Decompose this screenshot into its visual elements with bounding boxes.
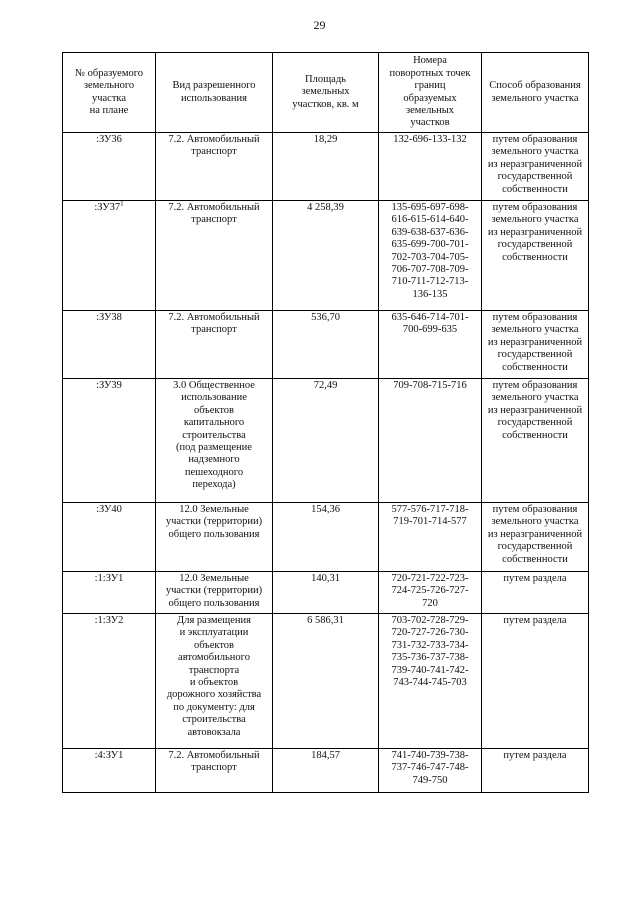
land-plots-table [62,52,589,793]
turning-points-cell: 635-646-714-701- 700-699-635 [379,311,482,379]
turning-points-cell: 703-702-728-729- 720-727-726-730- 731-732-733-734- 735-736-737-738- 739-740-741-742- 743-744-745-703 [379,614,482,749]
formation-method-cell: путем раздела [482,572,589,614]
header-formation-method: Способ образования земельного участка [482,53,589,133]
plot-number-cell: :4:ЗУ1 [63,749,156,793]
plot-number-cell: $:ЗУ37^1$ [63,201,156,311]
header-permitted-use: Вид разрешенного использования [156,53,273,133]
permitted-use-cell: Для размещения и эксплуатации объектов автомобильного транспорта и объектов дорожного хозяйства по документу: для строительства автовокзала [156,614,273,749]
permitted-use-cell: 12.0 Земельные участки (территории) общего пользования [156,503,273,572]
table-row [63,503,589,572]
table-row [63,201,589,311]
formation-method-cell: путем образования земельного участка из неразграниченной государственной собственности [482,201,589,311]
table-row [63,572,589,614]
area-cell: 18,29 [273,133,379,201]
permitted-use-cell: 7.2. Автомобильный транспорт [156,133,273,201]
plot-number-cell: :1:ЗУ1 [63,572,156,614]
formation-method-cell: путем раздела [482,749,589,793]
area-cell: 184,57 [273,749,379,793]
area-cell: 4 258,39 [273,201,379,311]
plot-number-cell: :ЗУ39 [63,379,156,503]
table-row [63,133,589,201]
formation-method-cell: путем образования земельного участка из неразграниченной государственной собственности [482,133,589,201]
area-cell: 6 586,31 [273,614,379,749]
permitted-use-cell: 12.0 Земельные участки (территории) общего пользования [156,572,273,614]
permitted-use-cell: 7.2. Автомобильный транспорт [156,749,273,793]
permitted-use-cell: 7.2. Автомобильный транспорт [156,201,273,311]
header-area: Площадь земельных участков, кв. м [273,53,379,133]
plot-number-cell: :ЗУ38 [63,311,156,379]
formation-method-cell: путем образования земельного участка из неразграниченной государственной собственности [482,311,589,379]
turning-points-cell: 132-696-133-132 [379,133,482,201]
area-cell: 140,31 [273,572,379,614]
table-header-row [63,53,589,133]
permitted-use-cell: 7.2. Автомобильный транспорт [156,311,273,379]
header-plot-number: № образуемого земельного участка на плане [63,53,156,133]
table-row [63,379,589,503]
page-number: 29 [313,18,326,32]
turning-points-cell: 577-576-717-718- 719-701-714-577 [379,503,482,572]
formation-method-cell: путем образования земельного участка из неразграниченной государственной собственности [482,503,589,572]
permitted-use-cell: 3.0 Общественное использование объектов капитального строительства (под размещение надземного пешеходного перехода) [156,379,273,503]
area-cell: 154,36 [273,503,379,572]
turning-points-cell: 741-740-739-738- 737-746-747-748- 749-750 [379,749,482,793]
header-turning-points: Номера поворотных точек границ образуемых земельных участков [379,53,482,133]
formation-method-cell: путем раздела [482,614,589,749]
plot-number-cell: :ЗУ40 [63,503,156,572]
turning-points-cell: 709-708-715-716 [379,379,482,503]
plot-number-cell: :1:ЗУ2 [63,614,156,749]
table-row [63,311,589,379]
table-row [63,614,589,749]
area-cell: 536,70 [273,311,379,379]
area-cell: 72,49 [273,379,379,503]
table-row [63,749,589,793]
formation-method-cell: путем образования земельного участка из неразграниченной государственной собственности [482,379,589,503]
turning-points-cell: 720-721-722-723- 724-725-726-727- 720 [379,572,482,614]
turning-points-cell: 135-695-697-698- 616-615-614-640- 639-638-637-636- 635-699-700-701- 702-703-704-705- 706-707-708-709- 710-711-712-713- 136-135 [379,201,482,311]
plot-number-cell: :ЗУ36 [63,133,156,201]
